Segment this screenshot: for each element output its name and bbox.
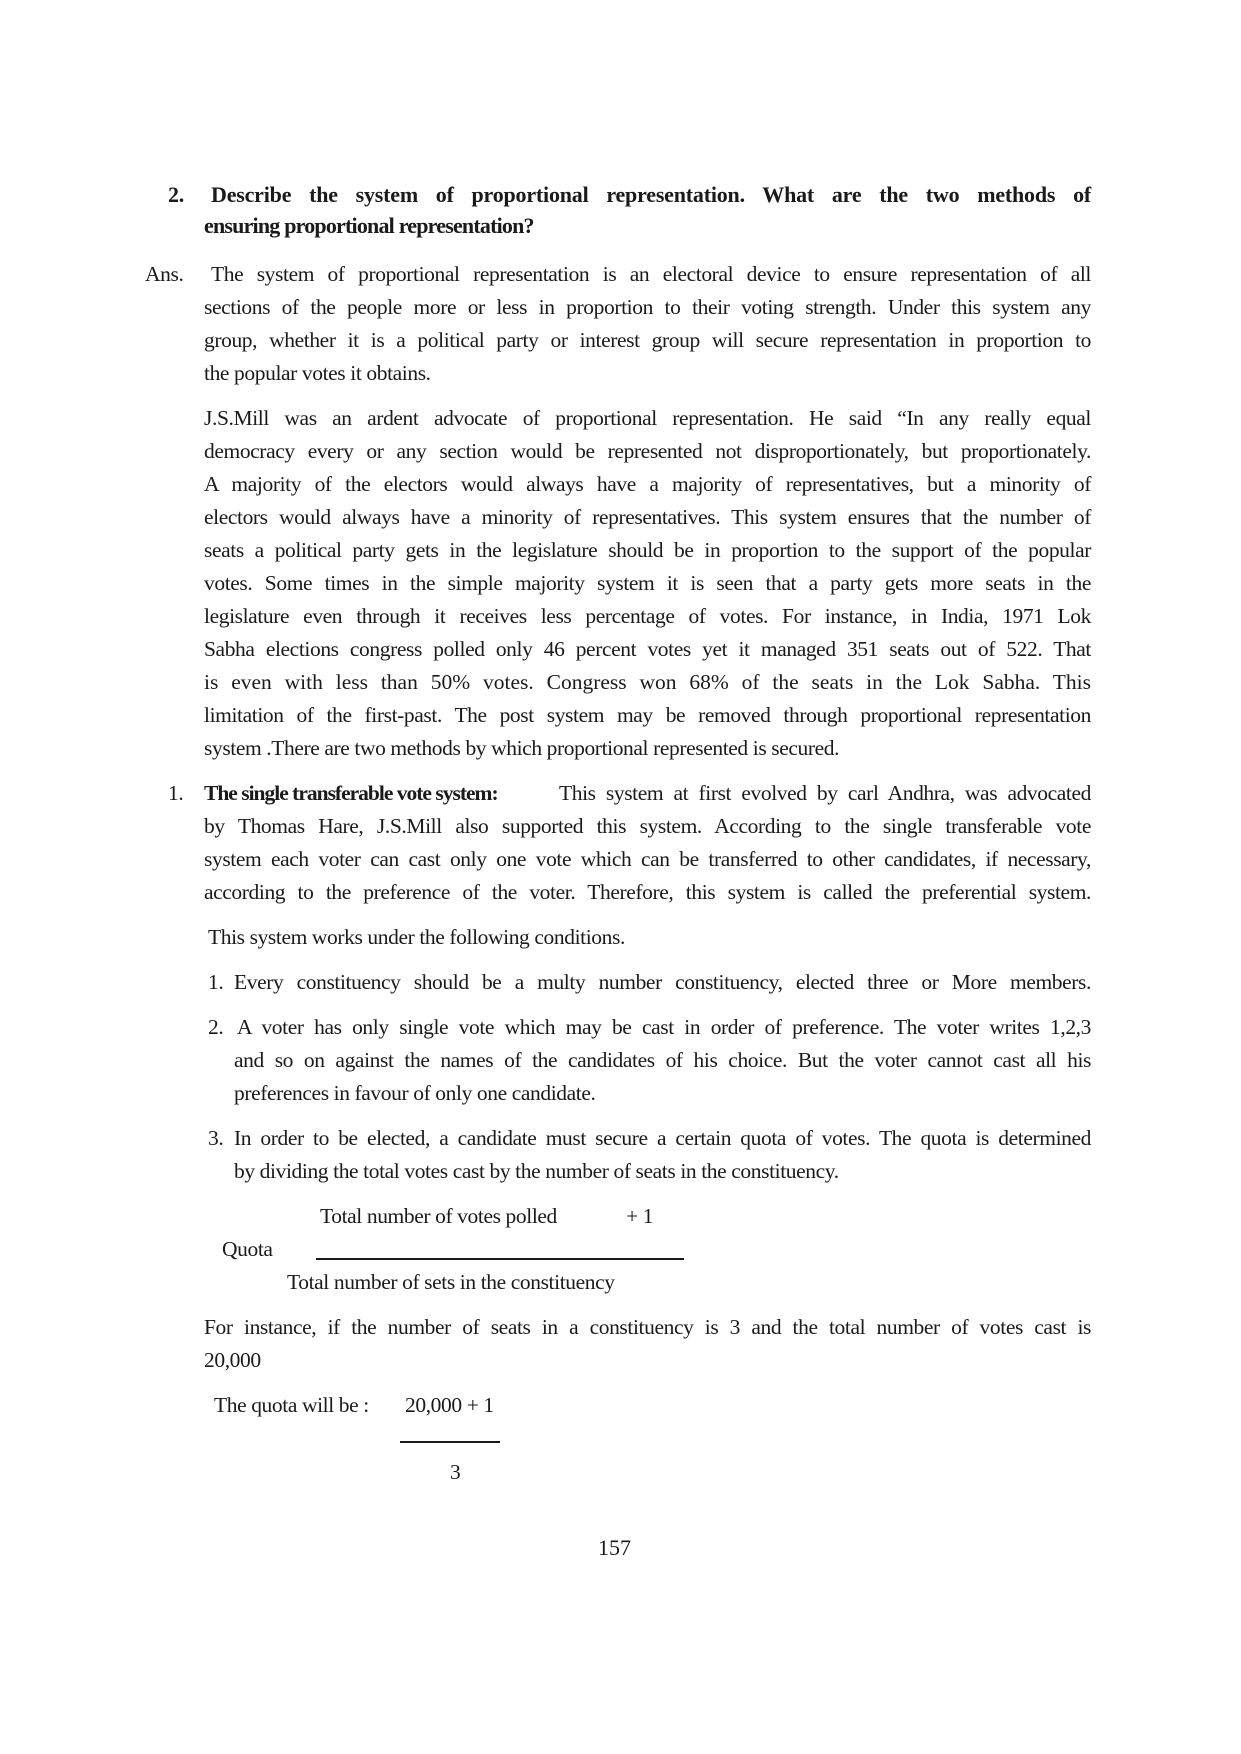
question-number: 2.: [168, 182, 185, 207]
fraction-bar: [316, 1258, 684, 1260]
example-line: 20,000: [204, 1348, 261, 1372]
answer-para2-line: J.S.Mill was an ardent advocate of proportional representation. He said “In any really equal: [204, 406, 1091, 430]
formula-label: Quota: [222, 1237, 273, 1261]
condition-line: by dividing the total votes cast by the number of seats in the constituency.: [234, 1159, 839, 1183]
example-quota-label: The quota will be :: [214, 1393, 369, 1417]
method-line: by Thomas Hare, J.S.Mill also supported this system. According to the single transferable vote: [204, 814, 1091, 838]
formula-denominator: Total number of sets in the constituency: [287, 1270, 615, 1294]
answer-para2-line: is even with less than 50% votes. Congress won 68% of the seats in the Lok Sabha. This: [204, 670, 1091, 694]
condition-line: Every constituency should be a multy number constituency, elected three or More members.: [234, 970, 1091, 994]
condition-number: 3.: [208, 1126, 224, 1150]
answer-para2-line: votes. Some times in the simple majority system it is seen that a party gets more seats in the: [204, 571, 1091, 595]
answer-para1-line: group, whether it is a political party or interest group will secure representation in proportion to: [204, 328, 1091, 352]
example-fraction-bar: [400, 1441, 500, 1443]
method-line: system each voter can cast only one vote which can be transferred to other candidates, if necessary,: [204, 847, 1091, 871]
answer-para2-line: democracy every or any section would be represented not disproportionately, but proportionately.: [204, 439, 1091, 463]
answer-label: Ans.: [145, 262, 184, 286]
example-line: For instance, if the number of seats in a constituency is 3 and the total number of votes cast is: [204, 1315, 1091, 1339]
answer-para2-line: electors would always have a minority of representatives. This system ensures that the number of: [204, 505, 1091, 529]
method-line: This system at first evolved by carl Andhra, was advocated: [559, 781, 1091, 805]
page-number: 157: [598, 1535, 631, 1560]
question-line-2: ensuring proportional representation?: [204, 213, 534, 238]
answer-para2-line: limitation of the first-past. The post system may be removed through proportional representation: [204, 703, 1091, 727]
answer-para2-line: system .There are two methods by which proportional represented is secured.: [204, 736, 840, 760]
conditions-intro: This system works under the following conditions.: [208, 925, 625, 949]
example-numerator: 20,000 + 1: [405, 1393, 494, 1417]
condition-line: A voter has only single vote which may be cast in order of preference. The voter writes 1,2,3: [237, 1015, 1091, 1039]
answer-para2-line: A majority of the electors would always have a majority of representatives, but a minority of: [204, 472, 1091, 496]
method-heading: The single transferable vote system:: [204, 781, 498, 805]
condition-number: 1.: [208, 970, 224, 994]
condition-line: and so on against the names of the candidates of his choice. But the voter cannot cast all his: [234, 1048, 1091, 1072]
formula-numerator: Total number of votes polled: [320, 1204, 557, 1228]
question-line-1: Describe the system of proportional representation. What are the two methods of: [211, 182, 1091, 207]
condition-line: In order to be elected, a candidate must secure a certain quota of votes. The quota is determined: [234, 1126, 1091, 1150]
example-denominator: 3: [450, 1460, 461, 1484]
answer-para1-line: sections of the people more or less in proportion to their voting strength. Under this system any: [204, 295, 1091, 319]
answer-para2-line: seats a political party gets in the legislature should be in proportion to the support of the popular: [204, 538, 1091, 562]
answer-para1-line: The system of proportional representation is an electoral device to ensure representation of all: [211, 262, 1091, 286]
answer-para1-line: the popular votes it obtains.: [204, 361, 431, 385]
condition-line: preferences in favour of only one candidate.: [234, 1081, 596, 1105]
answer-para2-line: legislature even through it receives less percentage of votes. For instance, in India, 1971 Lok: [204, 604, 1091, 628]
answer-para2-line: Sabha elections congress polled only 46 percent votes yet it managed 351 seats out of 522. That: [204, 637, 1091, 661]
method-line: according to the preference of the voter. Therefore, this system is called the preferential system.: [204, 880, 1091, 904]
formula-plus-one: + 1: [626, 1204, 654, 1228]
method-number: 1.: [168, 781, 184, 805]
condition-number: 2.: [208, 1015, 224, 1039]
